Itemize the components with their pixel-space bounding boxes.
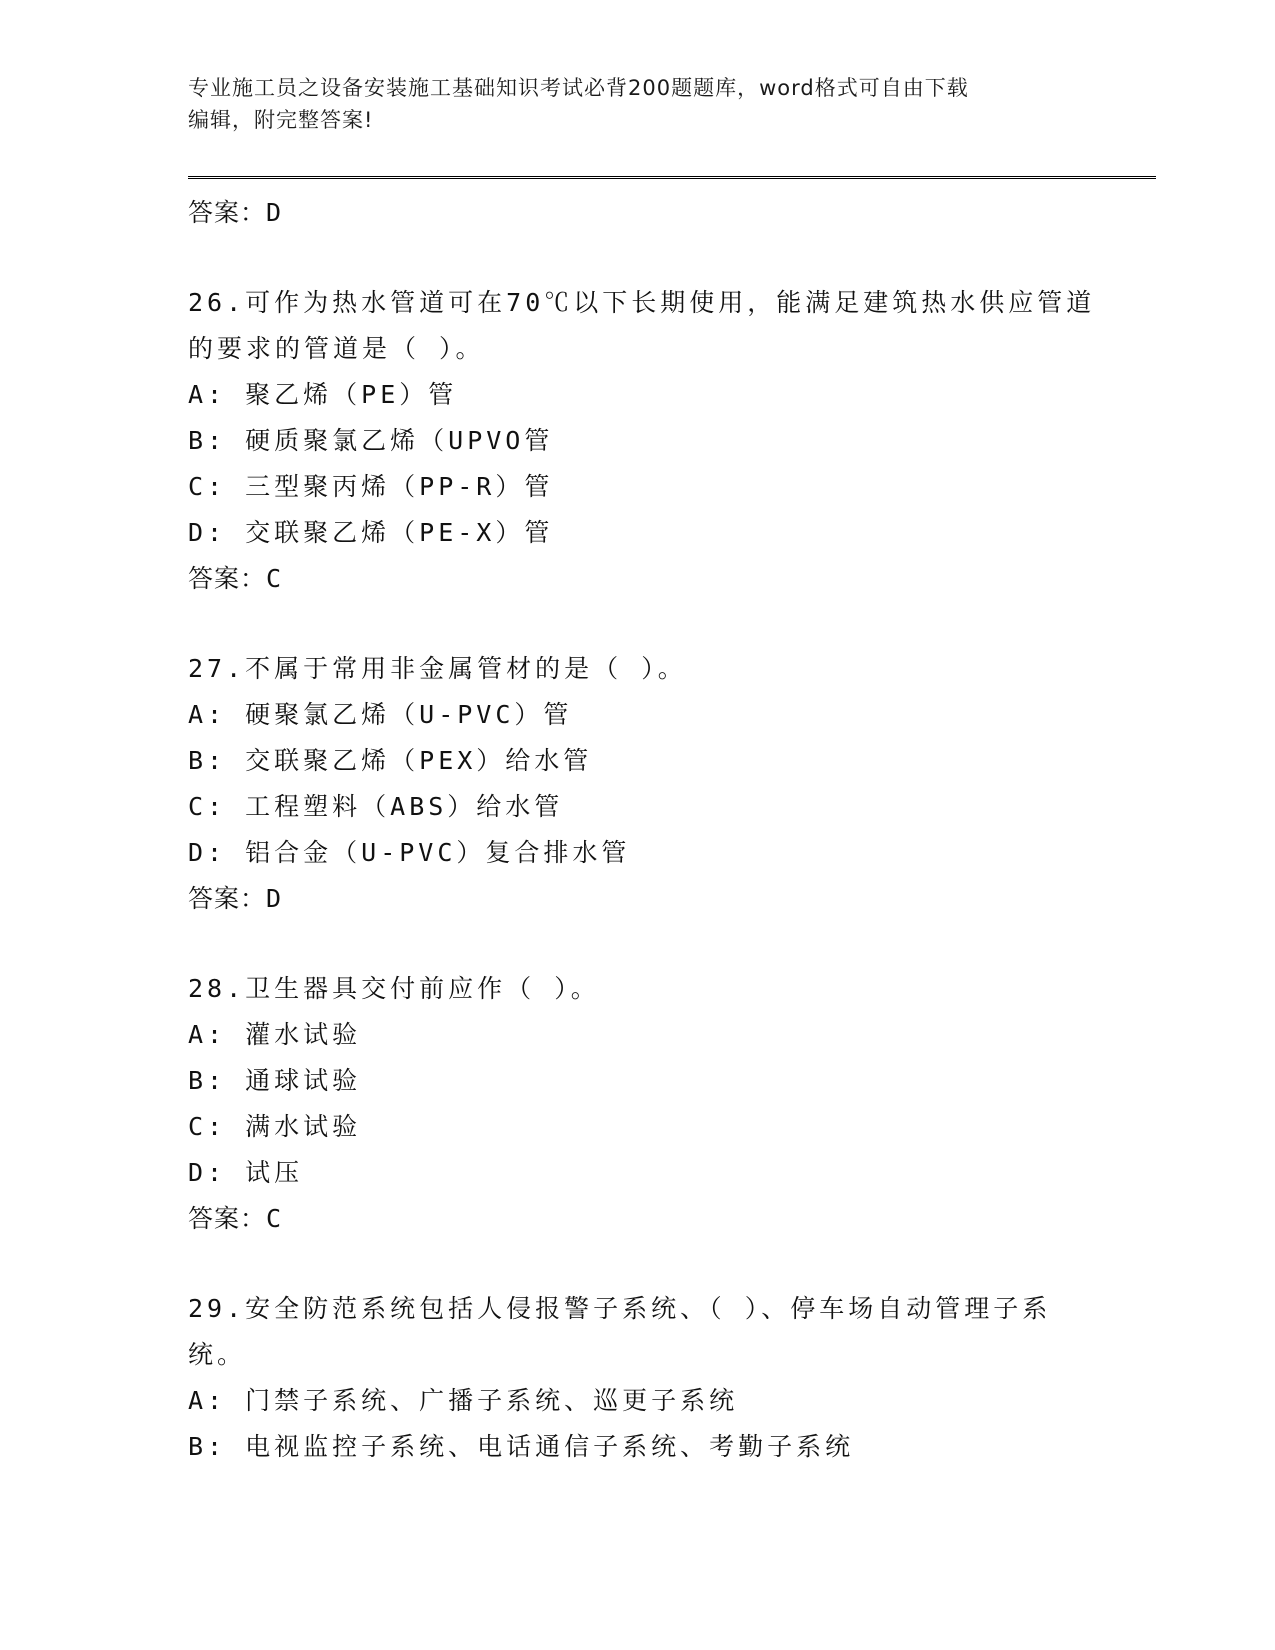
option-b: B: 交联聚乙烯（PEX）给水管: [188, 746, 593, 775]
option-b: B: 硬质聚氯乙烯（UPVO管: [188, 426, 554, 455]
question-27: [188, 646, 1128, 922]
question-answer: [188, 556, 1128, 602]
answer-value: C: [266, 564, 283, 593]
option-a: A: 聚乙烯（PE）管: [188, 380, 458, 409]
question-stem: 27.不属于常用非金属管材的是（ ）。: [188, 654, 687, 683]
option-c: C: 三型聚丙烯（PP-R）管: [188, 472, 554, 501]
option-b: B: 电视监控子系统、电话通信子系统、考勤子系统: [188, 1432, 855, 1461]
option-a: A: 灌水试验: [188, 1020, 362, 1049]
question-answer: [188, 1196, 1128, 1242]
header-divider: [188, 176, 1156, 179]
answer-label: 答案：: [188, 564, 267, 593]
option-c: C: 工程塑料（ABS）给水管: [188, 792, 564, 821]
option-d: D: 铝合金（U-PVC）复合排水管: [188, 838, 631, 867]
question-answer: [188, 876, 1128, 922]
question-29: [188, 1286, 1128, 1470]
answer-label: 答案：: [188, 1204, 267, 1233]
question-28: [188, 966, 1128, 1242]
question-stem-continued: 的要求的管道是（ ）。: [188, 334, 485, 363]
question-stem: 26.可作为热水管道可在70℃以下长期使用，能满足建筑热水供应管道: [188, 288, 1096, 317]
question-stem: 28.卫生器具交付前应作（ ）。: [188, 974, 600, 1003]
option-b: B: 通球试验: [188, 1066, 362, 1095]
question-26: [188, 280, 1128, 602]
option-c: C: 满水试验: [188, 1112, 362, 1141]
answer-value: C: [266, 1204, 283, 1233]
document-header: [188, 72, 1088, 136]
answer-label: 答案：: [188, 198, 267, 227]
question-stem: 29.安全防范系统包括人侵报警子系统、（ ）、停车场自动管理子系: [188, 1294, 1052, 1323]
prev-question-answer: [188, 190, 1128, 236]
option-a: A: 硬聚氯乙烯（U-PVC）管: [188, 700, 573, 729]
option-d: D: 交联聚乙烯（PE-X）管: [188, 518, 554, 547]
answer-value: D: [266, 884, 283, 913]
question-stem-continued: 统。: [188, 1340, 247, 1369]
answer-label: 答案：: [188, 884, 267, 913]
question-list: [188, 190, 1128, 1470]
answer-value: D: [266, 198, 283, 227]
header-title-line1: 专业施工员之设备安装施工基础知识考试必背200题题库，word格式可自由下载: [188, 76, 969, 100]
option-a: A: 门禁子系统、广播子系统、巡更子系统: [188, 1386, 739, 1415]
header-title-line2: 编辑，附完整答案!: [188, 108, 374, 132]
option-d: D: 试压: [188, 1158, 304, 1187]
